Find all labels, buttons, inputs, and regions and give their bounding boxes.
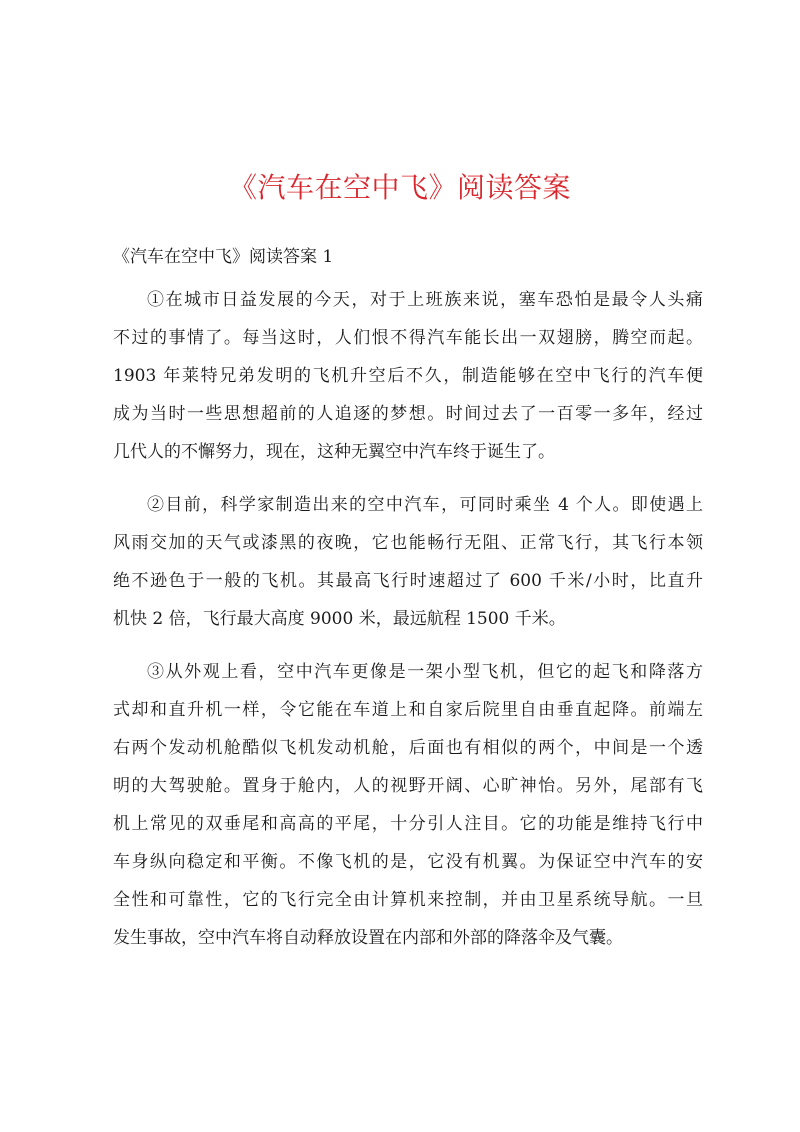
paragraph-1-line-5: 几代人的不懈努力，现在，这种无翼空中汽车终于诞生了。: [113, 442, 555, 462]
paragraph-3-line-8: 发生事故，空中汽车将自动释放设置在内部和外部的降落伞及气囊。: [113, 928, 623, 948]
paragraph-1-line-4: 成为当时一些思想超前的人追逐的梦想。时间过去了一百零一多年，经过: [113, 404, 703, 424]
paragraph-1-line-2: 不过的事情了。每当这时，人们恨不得汽车能长出一双翅膀，腾空而起。: [113, 328, 703, 348]
paragraph-3-line-5: 机上常见的双垂尾和高高的平尾，十分引人注目。它的功能是维持飞行中: [113, 814, 703, 834]
paragraph-1-line-3: 1903 年莱特兄弟发明的飞机升空后不久，制造能够在空中飞行的汽车便: [113, 366, 703, 386]
paragraph-2-line-1: ②目前，科学家制造出来的空中汽车，可同时乘坐 4 个人。即使遇上: [147, 495, 703, 515]
section-subtitle: 《汽车在空中飞》阅读答案 1: [113, 247, 334, 267]
paragraph-3-line-7: 全性和可靠性，它的飞行完全由计算机来控制，并由卫星系统导航。一旦: [113, 890, 703, 910]
paragraph-3-line-4: 明的大驾驶舱。置身于舱内，人的视野开阔、心旷神怡。另外，尾部有飞: [113, 776, 703, 796]
paragraph-3-line-3: 右两个发动机舱酷似飞机发动机舱，后面也有相似的两个，中间是一个透: [113, 738, 703, 758]
paragraph-2-line-4: 机快 2 倍，飞行最大高度 9000 米，最远航程 1500 千米。: [113, 609, 566, 629]
paragraph-2-line-2: 风雨交加的天气或漆黑的夜晚，它也能畅行无阻、正常飞行，其飞行本领: [113, 533, 703, 553]
document-title: 《汽车在空中飞》阅读答案: [228, 171, 571, 204]
paragraph-3-line-1: ③从外观上看，空中汽车更像是一架小型飞机，但它的起飞和降落方: [147, 662, 703, 682]
paragraph-3-line-2: 式却和直升机一样，令它能在车道上和自家后院里自由垂直起降。前端左: [113, 700, 703, 720]
paragraph-2-line-3: 绝不逊色于一般的飞机。其最高飞行时速超过了 600 千米/小时，比直升: [113, 571, 703, 591]
paragraph-3-line-6: 车身纵向稳定和平衡。不像飞机的是，它没有机翼。为保证空中汽车的安: [113, 852, 703, 872]
paragraph-1-line-1: ①在城市日益发展的今天，对于上班族来说，塞车恐怕是最令人头痛: [147, 290, 703, 310]
